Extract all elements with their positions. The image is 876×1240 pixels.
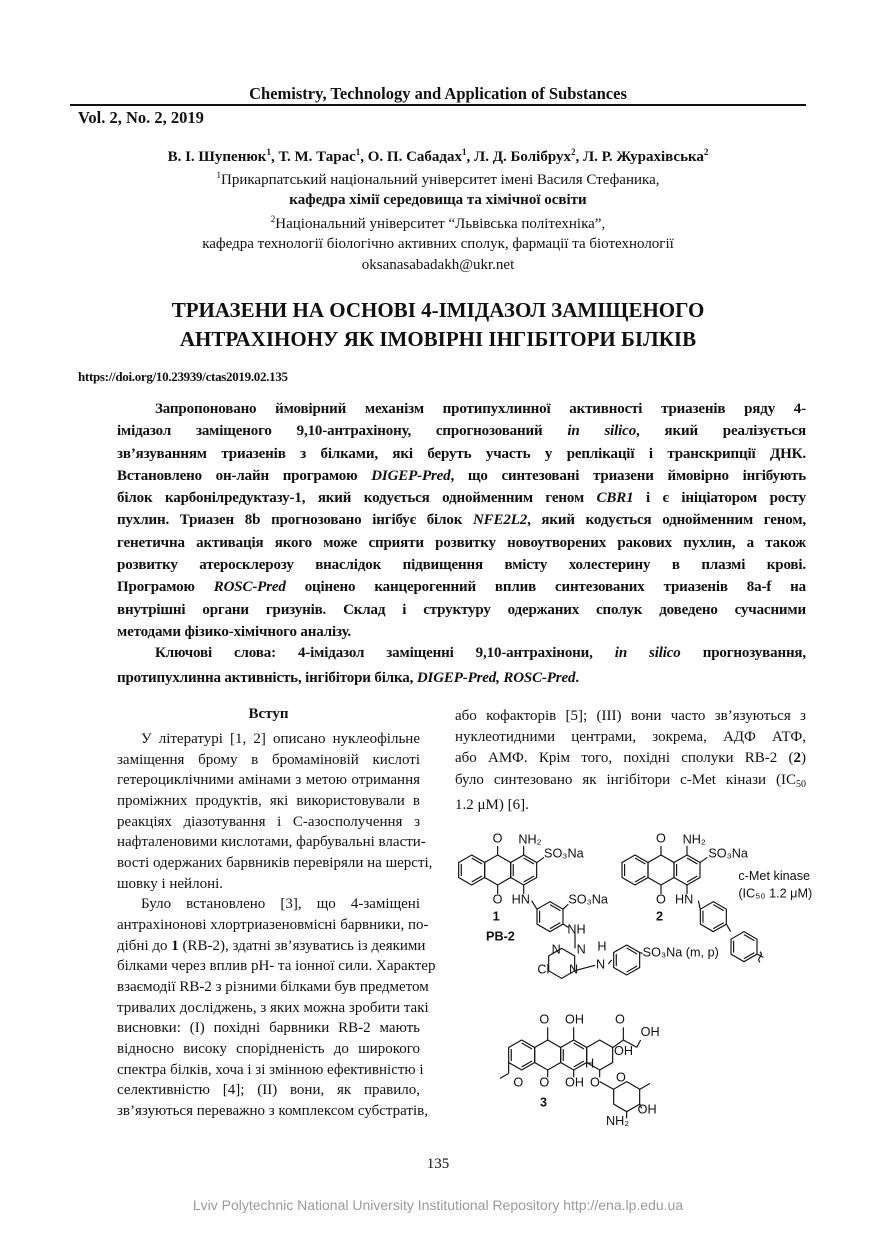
doi-link[interactable]: https://doi.org/10.23939/ctas2019.02.135 [78, 369, 288, 384]
ring [459, 855, 485, 885]
bond [532, 901, 537, 910]
text-line [117, 465, 806, 487]
text-line [117, 915, 429, 936]
abstract [117, 398, 806, 643]
text-line [117, 894, 420, 915]
double-bond [550, 923, 560, 929]
text-line [117, 1018, 420, 1039]
ring [648, 855, 674, 885]
bond [537, 857, 544, 862]
text-segment: проміжних продуктів, які використовували в [117, 792, 420, 809]
atom-label: NH₂ [682, 832, 706, 847]
aff-mark: 1 [216, 170, 222, 180]
italic-text: CBR1 [596, 490, 634, 507]
atom-label: OH [614, 1044, 633, 1058]
atom-label: N [569, 962, 579, 977]
text-segment: Ключові слова: 4-імідазол заміщенні 9,10-антрахінони, [155, 645, 615, 661]
ring [674, 855, 700, 885]
author: О. П. Сабадах [367, 149, 463, 165]
text-segment: відносно високу спорідненість до широкого [117, 1040, 420, 1057]
text-line [117, 1039, 420, 1060]
affiliation-2-department: кафедра технології біологічно активних сполук, фармації та біотехнології [202, 236, 674, 252]
bond [700, 857, 707, 862]
text-segment: Програмою [117, 579, 214, 596]
text-segment: , що синтезовані триазени ймовірно інгібують [450, 467, 807, 484]
double-bond [627, 966, 637, 972]
ic50-label: (IC₅₀ 1.2 μM) [738, 886, 813, 901]
text-segment: вості одержаних барвників перевіряли на шерсті, [117, 854, 433, 871]
ring [731, 932, 757, 962]
ring [535, 1040, 561, 1070]
atom-label: O [656, 892, 666, 907]
aff-mark: 1 [355, 147, 361, 157]
double-bond [574, 1043, 584, 1049]
atom-label: NH₂ [518, 832, 542, 847]
bold-text: 1 [171, 937, 179, 954]
text-segment: , який реалізується [636, 423, 806, 440]
text-line [117, 576, 806, 598]
text-line [117, 599, 806, 621]
text-line [117, 1101, 428, 1122]
bond [608, 960, 611, 964]
affiliation-text: Національний університет “Львівська політехніка”, [275, 216, 606, 232]
ring [700, 902, 726, 932]
text-segment: білок карбонілредуктазу-1, який кодується однойменним геном [117, 490, 597, 507]
aff-mark: 1 [266, 147, 271, 157]
atom-label: H [597, 939, 607, 954]
text-line [455, 748, 806, 769]
text-segment: спектра білків, хоча і зі змінною ефективністю і [117, 1061, 424, 1078]
atom-label: SO₃Na [568, 892, 608, 907]
text-segment: нафталеновими кислотами, фарбувальні власти- [117, 834, 426, 851]
bold-text: 2 [793, 750, 801, 767]
double-bond [574, 1061, 584, 1067]
double-bond [472, 876, 482, 882]
text-segment: гетероциклічними амінами з метою отримання [117, 772, 420, 789]
compound-number: 2 [656, 909, 664, 924]
text-line [455, 727, 806, 748]
atom-label: N [551, 942, 561, 957]
text-line [455, 770, 806, 795]
double-bond [627, 948, 637, 954]
ring [509, 1040, 535, 1070]
text-segment: генетична активація якого може сприяти розвитку новоутворених ракових пухлин, а також [117, 534, 806, 551]
ring [614, 945, 640, 975]
atom-label: SO₃Na (m, p) [642, 945, 719, 960]
affiliation-text: Прикарпатський національний університет імені Василя Стефаника, [221, 172, 660, 188]
double-bond [687, 858, 697, 864]
header-rule [70, 104, 806, 106]
bond [500, 1073, 509, 1078]
double-bond [550, 905, 560, 911]
text-segment: висновки: (I) похідні барвники RB-2 мають [117, 1020, 420, 1037]
double-bond [635, 876, 645, 882]
text-line [117, 874, 420, 895]
text-segment: Запропоновано ймовірний механізм протипухлинної активності триазенів ряду 4- [155, 401, 806, 417]
text-line [117, 532, 806, 554]
affiliation-1-department: кафедра хімії середовища та хімічної освіти [289, 192, 587, 208]
atom-label: HN [675, 892, 694, 907]
text-segment: Було встановлено [3], що 4-заміщені [141, 896, 420, 913]
italic-text: in silico [567, 423, 637, 440]
atom-label: SO₃Na [708, 846, 748, 861]
bond [726, 924, 730, 932]
keywords [117, 641, 806, 690]
volume-info: Vol. 2, No. 2, 2019 [78, 108, 204, 127]
bond [698, 901, 700, 910]
author: Л. Д. Болібрух [474, 149, 571, 165]
text-segment: антрахінонові хлортриазеновмісні барвники, по- [117, 916, 429, 933]
italic-text: in silico [614, 645, 681, 661]
text-segment: зв’язуються переважно з комплексом субстратів, [117, 1102, 428, 1119]
text-line [117, 770, 420, 791]
text-line [117, 487, 806, 509]
text-segment: ) [801, 750, 806, 767]
compound-name: PB-2 [486, 929, 515, 944]
atom-label: O [590, 1075, 600, 1090]
section-heading: Вступ [248, 706, 289, 722]
text-segment: У літературі [1, 2] описано нуклеофільне [141, 731, 420, 747]
intro-left-column [117, 729, 436, 1121]
subscript-text: 50 [796, 778, 806, 790]
text-line [117, 956, 436, 977]
compound-number: 1 [492, 909, 500, 924]
ring [614, 1082, 640, 1112]
page-number: 135 [426, 1156, 450, 1172]
atom-label: OH [637, 1102, 657, 1117]
target-label: c-Met kinase [738, 869, 811, 883]
text-line [117, 936, 426, 957]
text-line [117, 509, 806, 531]
text-segment: дібні до [117, 937, 172, 954]
text-line [117, 977, 429, 998]
text-segment: . [575, 669, 579, 686]
structure-bonds [459, 846, 764, 1118]
text-line [117, 398, 806, 420]
bond [640, 1083, 650, 1089]
journal-title: Chemistry, Technology and Application of Substances [249, 84, 627, 103]
bond [600, 1082, 614, 1090]
ring [537, 902, 563, 932]
atom-label: SO₃Na [544, 846, 584, 861]
atom-label: N [596, 957, 606, 972]
text-segment: оцінено канцерогенний вплив синтезованих триазенів 8a-f на [285, 579, 806, 596]
double-bond [522, 1061, 532, 1067]
double-bond [744, 935, 754, 941]
double-bond [744, 953, 754, 959]
double-bond [524, 858, 534, 864]
text-line [455, 706, 806, 727]
italic-text: NFE2L2 [472, 512, 528, 529]
repository-footer[interactable]: Lviv Polytechnic National University Institutional Repository http://ena.lp.edu.ua [192, 1197, 684, 1213]
text-segment: білками через вплив pH- та іонної сили. Характер [117, 958, 436, 975]
text-segment: шовку і нейлоні. [117, 875, 224, 892]
aff-mark: 2 [570, 147, 576, 157]
text-segment: внутрішні органи гризунів. Склад і структуру одержаних сполук доведено сучасними [117, 601, 806, 618]
text-segment: і є ініціатором росту [633, 490, 806, 507]
chemical-structures-figure [450, 820, 820, 1130]
text-line [455, 795, 806, 816]
text-line [117, 641, 806, 666]
italic-text: DIGEP-Pred [371, 467, 451, 484]
text-line [117, 853, 433, 874]
atom-label: O [656, 831, 666, 846]
atom-label: O [492, 831, 503, 846]
ring [511, 855, 537, 885]
italic-text: ROSC-Pred [213, 579, 286, 596]
text-line [117, 832, 426, 853]
text-segment: зв’язуванням триазенів з білками, які беруть участь у реплікації і транскрипції ДНК. [117, 445, 806, 462]
text-line [117, 998, 429, 1019]
text-segment: Встановлено он-лайн програмою [117, 467, 372, 484]
ring [622, 855, 648, 885]
atom-label: O [616, 1070, 626, 1085]
text-segment: було синтезовано як інгібітори c-Met кінази (IC [455, 771, 796, 788]
text-line [117, 666, 806, 691]
atom-label: OH [640, 1025, 660, 1039]
atom-label: NH [567, 922, 586, 937]
text-segment: тривалих досліджень, з яких можна зробити такі [117, 999, 429, 1016]
author: Т. М. Тарас [278, 149, 356, 165]
text-segment: нуклеотидними центрами, зокрема, АДФ АТФ, [455, 729, 806, 746]
text-line [117, 791, 420, 812]
double-bond [713, 923, 723, 929]
text-line [117, 1080, 420, 1101]
email[interactable]: oksanasabadakh@ukr.net [361, 257, 515, 273]
compound-number: 3 [540, 1095, 548, 1110]
atom-label: O [615, 1012, 625, 1027]
double-bond [522, 1043, 532, 1049]
author: Л. Р. Журахівська [582, 149, 704, 165]
atom-label: H [585, 1056, 595, 1071]
text-segment: протипухлинна активність, інгібітори білка, [117, 669, 417, 686]
title-line: АНТРАХІНОНУ ЯК ІМОВІРНІ ІНГІБІТОРИ БІЛКІВ [179, 327, 697, 351]
atom-label: O [492, 892, 503, 907]
atom-label: O [539, 1012, 550, 1027]
atom-label: OH [565, 1012, 584, 1027]
double-bond [713, 905, 723, 911]
text-line [117, 1060, 424, 1081]
text-segment: або кофакторів [5]; (III) вони часто зв’язуються з [455, 708, 806, 724]
title-line: ТРИАЗЕНИ НА ОСНОВІ 4-ІМІДАЗОЛ ЗАМІЩЕНОГО [171, 298, 705, 322]
text-segment: селективністю [4]; (II) вони, як правило, [117, 1082, 420, 1099]
text-line [117, 554, 806, 576]
author: В. І. Шупенюк [167, 149, 267, 165]
text-segment: або АМФ. Крім того, похідні сполуки RB-2 ( [455, 750, 794, 767]
text-segment: пухлин. Триазен 8b прогнозовано інгібує білок [117, 512, 473, 529]
text-line [117, 812, 420, 833]
affiliation-1 [0, 170, 876, 189]
text-segment: імідазол заміщеного 9,10-антрахінону, спрогнозований [117, 423, 568, 440]
atom-label: NH₂ [606, 1114, 630, 1128]
wavy-bond [759, 952, 762, 963]
text-segment: заміщення брому в бромаміновій кислоті [117, 751, 420, 768]
text-line [117, 750, 420, 771]
text-line [117, 729, 420, 750]
atom-label: Cl [537, 962, 550, 977]
affiliation-2 [0, 214, 876, 233]
paper-title [0, 296, 876, 354]
atom-label: O [513, 1075, 524, 1090]
italic-text: DIGEP-Pred, ROSC-Pred [416, 669, 576, 686]
double-bond [687, 876, 697, 882]
text-line [117, 621, 806, 643]
atom-label: O [539, 1075, 550, 1090]
text-segment: методами фізико-хімічного аналізу. [117, 623, 352, 640]
double-bond [524, 876, 534, 882]
bond [637, 1040, 641, 1047]
text-line [117, 420, 806, 442]
text-segment: розвитку атеросклерозу внаслідок підвищення вмісту холестерину в плазмі крові. [117, 557, 806, 574]
text-segment: прогнозування, [680, 645, 806, 661]
bond [563, 904, 568, 909]
aff-mark: 2 [270, 214, 276, 224]
double-bond [635, 858, 645, 864]
text-segment: (RB-2), здатні зв’язуватись із деякими [178, 937, 426, 954]
text-segment: взаємодії RB-2 з різними білками був предметом [117, 978, 429, 995]
atom-label: N [576, 942, 586, 957]
aff-mark: 2 [703, 147, 709, 157]
intro-right-column [455, 706, 806, 816]
atom-label: OH [565, 1075, 584, 1090]
text-segment: , який кодується однойменним геном, [527, 512, 806, 529]
atom-label: HN [511, 892, 530, 907]
ring [561, 1040, 587, 1070]
double-bond [472, 858, 482, 864]
authors: В. І. Шупенюк$^1$, Т. М. Тарас$^1$, О. П. Сабадах$^1$, Л. Д. Болібрух$^2$, Л. Р. Журахівська$^2$ [167, 147, 709, 165]
text-line [117, 443, 806, 465]
ring [485, 855, 511, 885]
text-segment: реакціях діазотування і С-азосполучення з [117, 813, 420, 830]
text-segment: 1.2 μM) [6]. [455, 796, 529, 813]
bond [640, 953, 643, 954]
aff-mark: 1 [462, 147, 467, 157]
